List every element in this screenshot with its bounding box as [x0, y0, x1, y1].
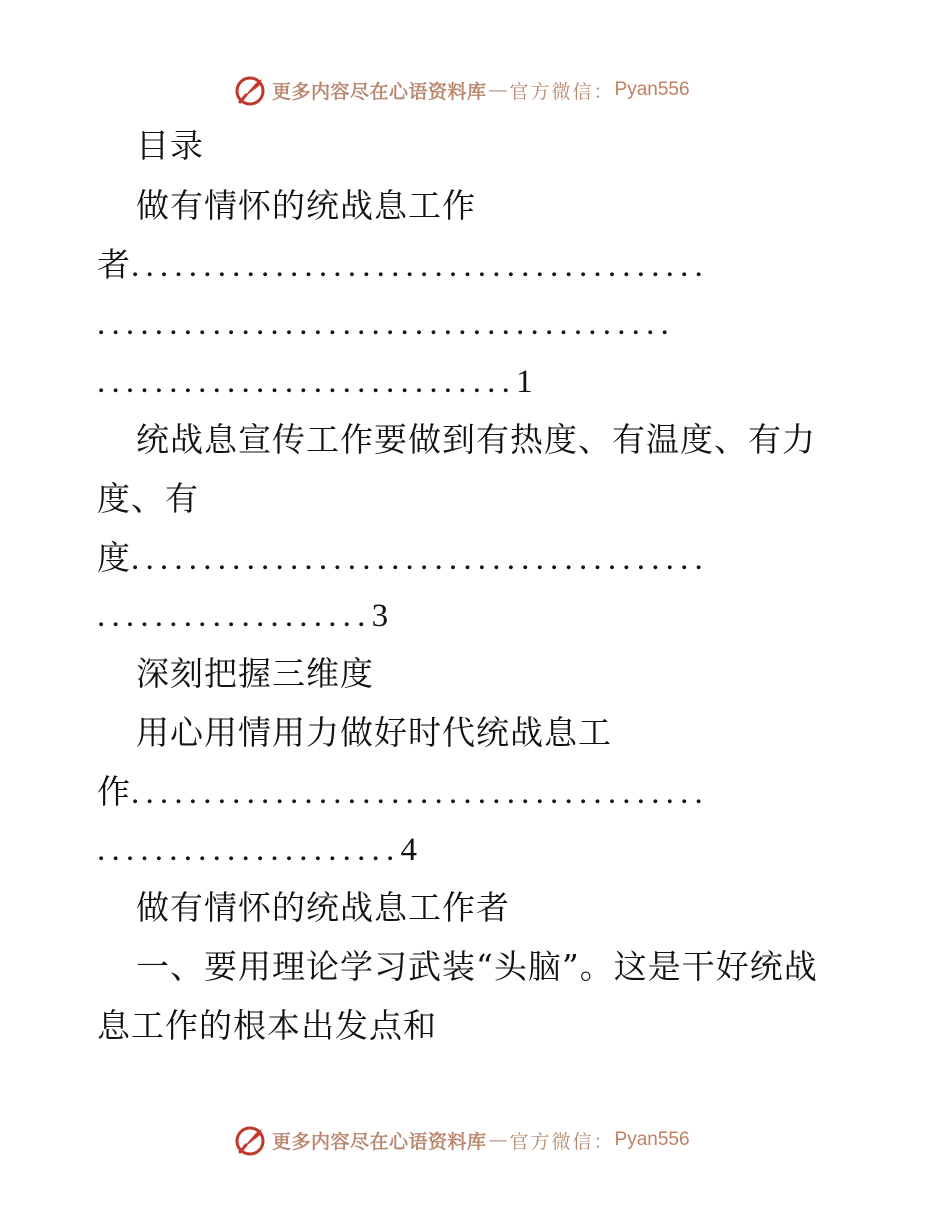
toc-entry-3-tail-char: 作 — [97, 772, 131, 811]
footer-banner-wechat-id: Pyan556 — [614, 1129, 690, 1150]
toc-entry-1-leader-cont: ........................................ — [97, 306, 675, 342]
header-watermark-banner — [234, 72, 690, 108]
section-title: 做有情怀的统战息工作者 — [136, 888, 510, 927]
toc-entry-3-leader: ........................................ — [131, 775, 709, 811]
toc-entry-2-leader-last: ................... — [97, 598, 372, 634]
toc-entry-2-page: 3 — [371, 598, 389, 634]
toc-entry-3-leader-last: ..................... — [97, 832, 401, 868]
body-paragraph-1-line-1: 一、要用理论学习武装“头脑”。这是干好统战 — [136, 947, 818, 986]
toc-entry-1-leader-end — [97, 362, 533, 402]
toc-entry-3-title: 深刻把握三维度 — [136, 654, 374, 693]
header-banner-wechat-id: Pyan556 — [614, 79, 690, 100]
footer-banner-sub: 官方微信： — [509, 1130, 615, 1153]
toc-entry-2-leader-end — [97, 596, 388, 636]
footer-watermark-banner — [234, 1122, 690, 1158]
toc-entry-2-title-tail — [97, 538, 709, 579]
toc-entry-1-leader: ........................................ — [131, 248, 709, 284]
footer-banner-separator: — — [488, 1129, 508, 1151]
toc-entry-3-leader-end — [97, 830, 417, 870]
header-banner-sub: 官方微信： — [509, 80, 615, 103]
quill-logo-icon — [234, 1123, 268, 1157]
toc-entry-2-title-cont: 度、有 — [97, 479, 199, 518]
toc-entry-3-page: 4 — [400, 832, 417, 868]
toc-entry-1-tail-char: 者 — [97, 245, 131, 284]
toc-entry-2-title: 统战息宣传工作要做到有热度、有温度、有力 — [136, 420, 816, 459]
toc-entry-1-leader-last: ............................. — [97, 364, 517, 400]
quill-logo-icon — [234, 73, 268, 107]
toc-entry-3-title-tail — [97, 772, 709, 813]
header-banner-main: 更多内容尽在心语资料库 — [272, 80, 487, 103]
body-paragraph-1-line-2: 息工作的根本出发点和 — [97, 1006, 437, 1045]
toc-entry-1-title-tail — [97, 245, 709, 286]
header-banner-separator: — — [488, 79, 508, 101]
toc-entry-1-title: 做有情怀的统战息工作 — [136, 186, 476, 225]
toc-entry-1-page: 1 — [516, 364, 533, 400]
toc-entry-2-tail-char: 度 — [97, 538, 131, 577]
toc-entry-3-title-cont: 用心用情用力做好时代统战息工 — [136, 713, 612, 752]
toc-heading: 目录 — [136, 126, 204, 165]
footer-banner-main: 更多内容尽在心语资料库 — [272, 1130, 487, 1153]
toc-entry-2-leader: ........................................ — [131, 541, 709, 577]
